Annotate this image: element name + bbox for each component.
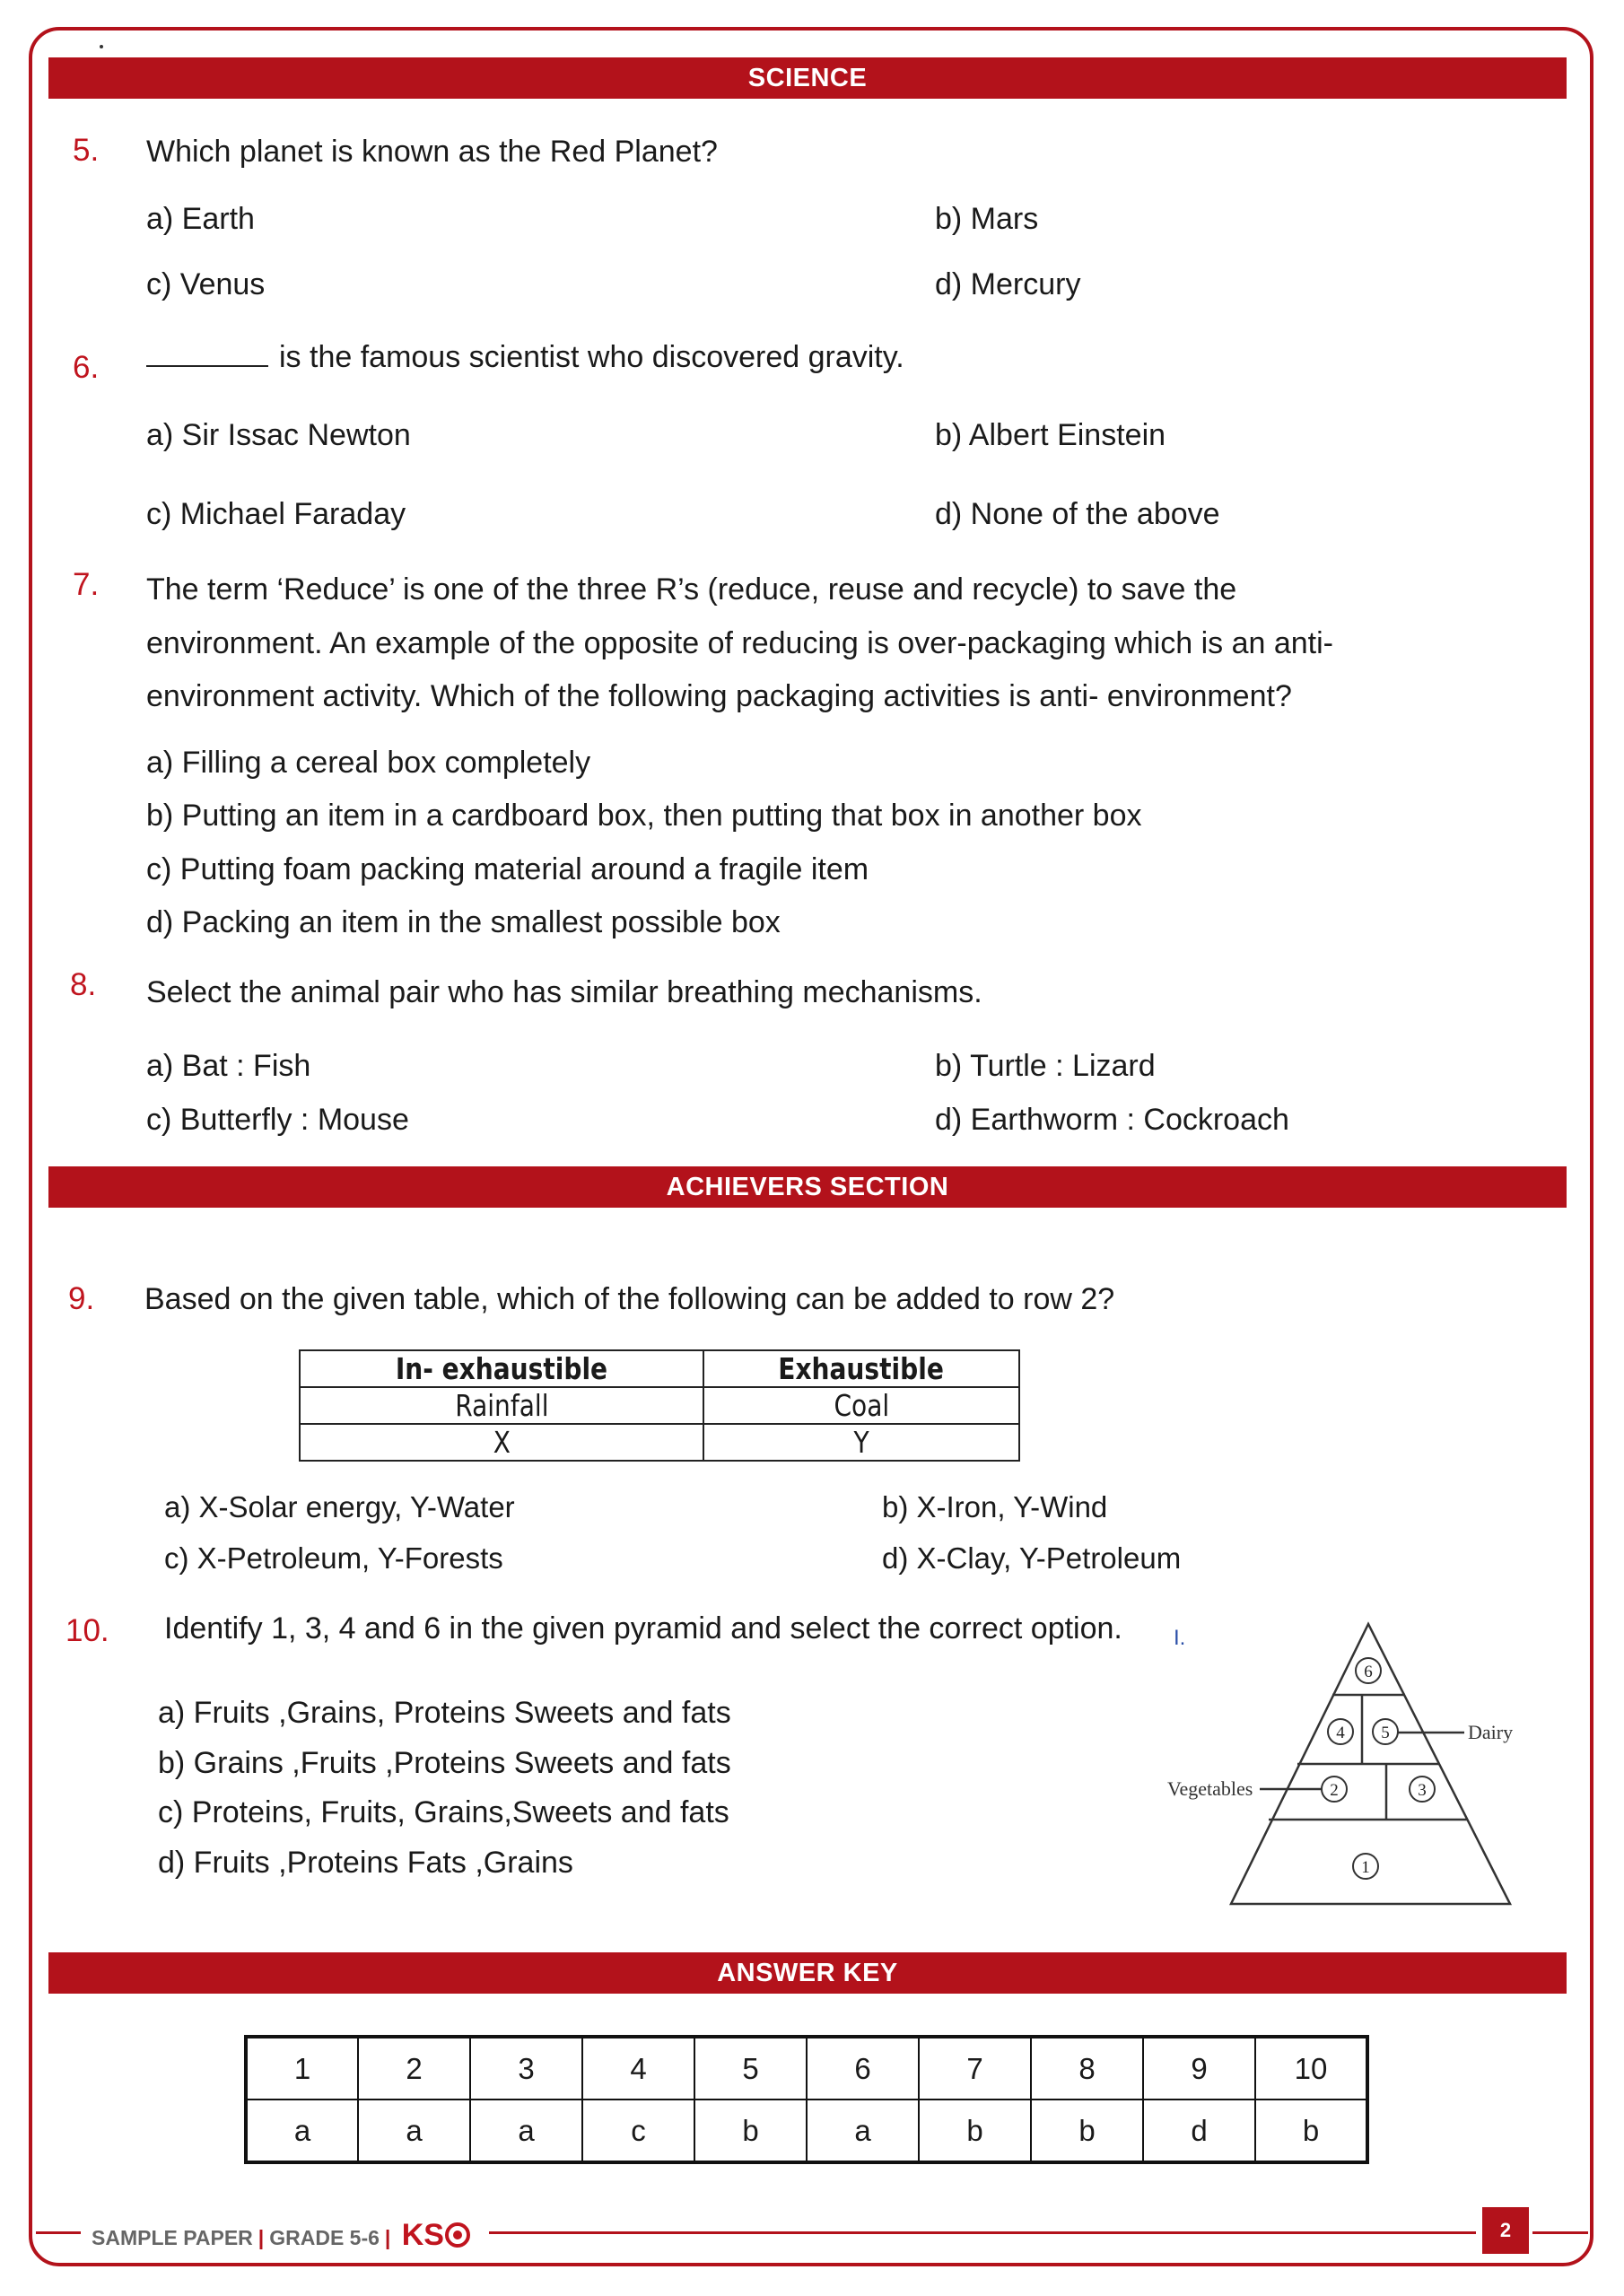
option: b) Grains ,Fruits ,Proteins Sweets and fats	[158, 1746, 731, 1780]
dairy-label: Dairy	[1468, 1721, 1514, 1743]
question-number: 10.	[65, 1613, 109, 1648]
table-cell	[703, 1424, 1019, 1461]
question-number: 8.	[70, 967, 97, 1002]
option: d) Packing an item in the smallest possible box	[146, 905, 781, 939]
section-header-achievers: ACHIEVERS SECTION	[48, 1166, 1567, 1208]
footer-text	[92, 2218, 471, 2253]
option: a) Sir Issac Newton	[146, 418, 411, 452]
table-header-cell	[703, 1350, 1019, 1387]
pyramid-label: 2	[1330, 1781, 1339, 1800]
answer-value: a	[470, 2100, 582, 2162]
answer-number: 4	[582, 2037, 694, 2100]
option: a) Bat : Fish	[146, 1049, 311, 1083]
option: d) Fruits ,Proteins Fats ,Grains	[158, 1846, 573, 1880]
pyramid-label: 5	[1381, 1724, 1390, 1742]
table-cell	[703, 1387, 1019, 1424]
answer-number: 7	[919, 2037, 1031, 2100]
pyramid-label: 4	[1336, 1724, 1345, 1742]
option: c) X-Petroleum, Y-Forests	[164, 1541, 503, 1575]
section-header-answer-key: ANSWER KEY	[48, 1952, 1567, 1994]
section-header-science: SCIENCE	[48, 57, 1567, 99]
pyramid-label: 6	[1364, 1663, 1373, 1681]
option: b) Turtle : Lizard	[935, 1049, 1156, 1083]
option: a) Filling a cereal box completely	[146, 746, 591, 780]
answer-value: d	[1143, 2100, 1255, 2162]
option: a) X-Solar energy, Y-Water	[164, 1490, 515, 1523]
footer-separator: |	[384, 2226, 391, 2249]
option: a) Earth	[146, 202, 255, 236]
option: b) Putting an item in a cardboard box, then putting that box in another box	[146, 799, 1142, 833]
option: d) Earthworm : Cockroach	[935, 1103, 1289, 1137]
answer-number: 1	[246, 2037, 358, 2100]
stray-marker: I.	[1174, 1626, 1186, 1650]
answer-value: a	[807, 2100, 919, 2162]
question-text	[146, 340, 904, 375]
question-number: 7.	[73, 567, 100, 602]
footer-separator: |	[258, 2226, 265, 2249]
page-number: 2	[1482, 2207, 1529, 2254]
kso-logo-o-icon	[444, 2222, 471, 2248]
answer-value: a	[358, 2100, 470, 2162]
question-number: 6.	[73, 350, 100, 385]
table-row	[246, 2100, 1367, 2162]
footer-line-right	[489, 2231, 1476, 2234]
table-row	[300, 1350, 1019, 1387]
table-row	[246, 2037, 1367, 2100]
question-text: Identify 1, 3, 4 and 6 in the given pyramid and select the correct option.	[164, 1611, 1122, 1646]
question-text-span: is the famous scientist who discovered gravity.	[279, 340, 904, 374]
footer-sample-paper: SAMPLE PAPER	[92, 2226, 253, 2249]
footer-line-end	[1532, 2231, 1588, 2234]
option: a) Fruits ,Grains, Proteins Sweets and fats	[158, 1696, 731, 1730]
answer-value: b	[919, 2100, 1031, 2162]
question-line: The term ‘Reduce’ is one of the three R’s (reduce, reuse and recycle) to save the	[146, 572, 1237, 607]
question-line: environment. An example of the opposite of reducing is over-packaging which is an anti-	[146, 626, 1333, 660]
option: c) Proteins, Fruits, Grains,Sweets and fats	[158, 1795, 729, 1829]
option: b) X-Iron, Y-Wind	[882, 1490, 1108, 1523]
footer-line-left	[36, 2231, 81, 2234]
question-text: Select the animal pair who has similar breathing mechanisms.	[146, 975, 982, 1009]
answer-number: 3	[470, 2037, 582, 2100]
option: c) Butterfly : Mouse	[146, 1103, 409, 1137]
answer-number: 5	[694, 2037, 807, 2100]
question-number: 5.	[73, 133, 100, 168]
option: d) X-Clay, Y-Petroleum	[882, 1541, 1182, 1575]
question-line: environment activity. Which of the following packaging activities is anti- environment?	[146, 679, 1292, 713]
cell-text: Rainfall	[454, 1388, 549, 1423]
table-row	[300, 1387, 1019, 1424]
table-row	[300, 1424, 1019, 1461]
table-header-cell	[300, 1350, 703, 1387]
question-text: Which planet is known as the Red Planet?	[146, 135, 718, 169]
footer-grade: GRADE 5-6	[269, 2226, 380, 2249]
pyramid-label: 1	[1361, 1858, 1370, 1877]
option: b) Mars	[935, 202, 1039, 236]
answer-number: 6	[807, 2037, 919, 2100]
table-cell	[300, 1387, 703, 1424]
vegetables-label: Vegetables	[1167, 1777, 1253, 1800]
answer-value: b	[1255, 2100, 1367, 2162]
question-number: 9.	[68, 1281, 95, 1316]
cell-text: In- exhaustible	[395, 1351, 608, 1386]
cell-text: Y	[853, 1425, 869, 1460]
question-text: Based on the given table, which of the following can be added to row 2?	[144, 1282, 1115, 1316]
answer-number: 9	[1143, 2037, 1255, 2100]
table-cell	[300, 1424, 703, 1461]
answer-number: 2	[358, 2037, 470, 2100]
cell-text: Coal	[834, 1388, 889, 1423]
answer-value: b	[1031, 2100, 1143, 2162]
answer-number: 8	[1031, 2037, 1143, 2100]
cell-text: Exhaustible	[778, 1351, 945, 1386]
kso-logo	[402, 2218, 471, 2252]
kso-logo-text: KS	[401, 2218, 444, 2252]
pyramid-label: 3	[1418, 1781, 1427, 1800]
answer-value: a	[246, 2100, 358, 2162]
option: b) Albert Einstein	[935, 418, 1166, 452]
option: c) Putting foam packing material around a fragile item	[146, 852, 869, 886]
cell-text: X	[493, 1425, 511, 1460]
option: d) None of the above	[935, 497, 1220, 531]
dot-mark	[100, 45, 103, 48]
resources-table	[299, 1349, 1020, 1462]
option: c) Michael Faraday	[146, 497, 406, 531]
answer-value: b	[694, 2100, 807, 2162]
fill-blank	[146, 342, 268, 367]
option: d) Mercury	[935, 267, 1081, 301]
answer-key-table	[244, 2035, 1369, 2164]
food-pyramid-diagram	[1166, 1615, 1561, 1911]
answer-value: c	[582, 2100, 694, 2162]
answer-number: 10	[1255, 2037, 1367, 2100]
option: c) Venus	[146, 267, 266, 301]
